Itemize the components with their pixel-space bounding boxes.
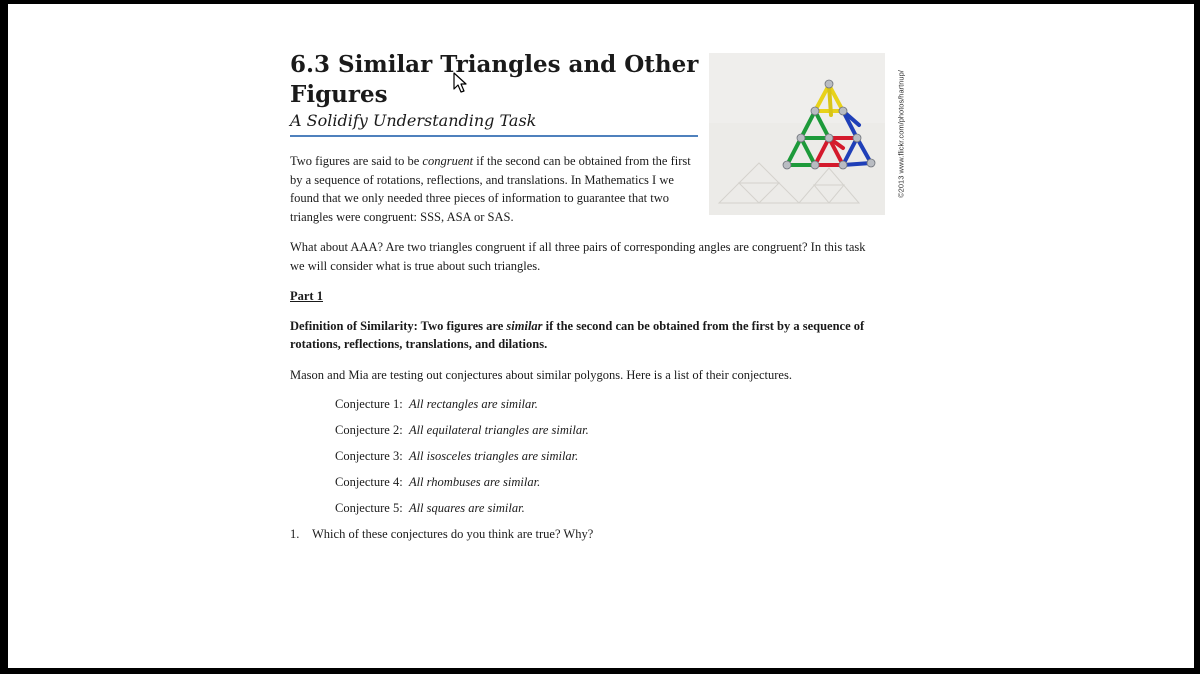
- photo-credit: ©2013 www.flickr.com/photos/hartnup/: [896, 70, 906, 198]
- conjectures-lead: Mason and Mia are testing out conjectures about similar polygons. Here is a list of their conjectures.: [290, 367, 792, 382]
- similarity-definition: Definition of Similarity: Two figures are similar if the second can be obtained from the first by a sequence of rotations, reflections, translations, and dilations.: [290, 318, 865, 351]
- conjecture-list: [290, 395, 880, 518]
- part-heading: Part 1: [290, 289, 323, 303]
- task-body: [290, 152, 880, 543]
- aaa-question-paragraph: What about AAA? Are two triangles congruent if all three pairs of corresponding angles are congruent? In this task we will consider what is true about such triangles.: [290, 240, 866, 273]
- conjecture-item: Conjecture 3: All isosceles triangles are similar.: [335, 449, 579, 463]
- conjecture-item: Conjecture 2: All equilateral triangles are similar.: [335, 423, 589, 437]
- task-header: [290, 50, 700, 137]
- mouse-pointer-icon: [453, 72, 467, 94]
- page-title: 6.3 Similar Triangles and Other Figures: [290, 51, 699, 108]
- conjecture-item: Conjecture 4: All rhombuses are similar.: [335, 475, 541, 489]
- task-subtitle: A Solidify Understanding Task: [290, 111, 698, 137]
- conjecture-item: Conjecture 1: All rectangles are similar.: [335, 397, 538, 411]
- document-page: [8, 4, 1194, 668]
- question-item: 1. Which of these conjectures do you think are true? Why?: [290, 526, 594, 541]
- intro-paragraph: Two figures are said to be congruent if the second can be obtained from the first by a sequence of rotations, reflections, and translations. In Mathematics I we found that we only needed three pieces of information to guarantee that two triangles were congruent: SSS, ASA or SAS.: [290, 154, 691, 224]
- conjecture-item: Conjecture 5: All squares are similar.: [335, 501, 525, 515]
